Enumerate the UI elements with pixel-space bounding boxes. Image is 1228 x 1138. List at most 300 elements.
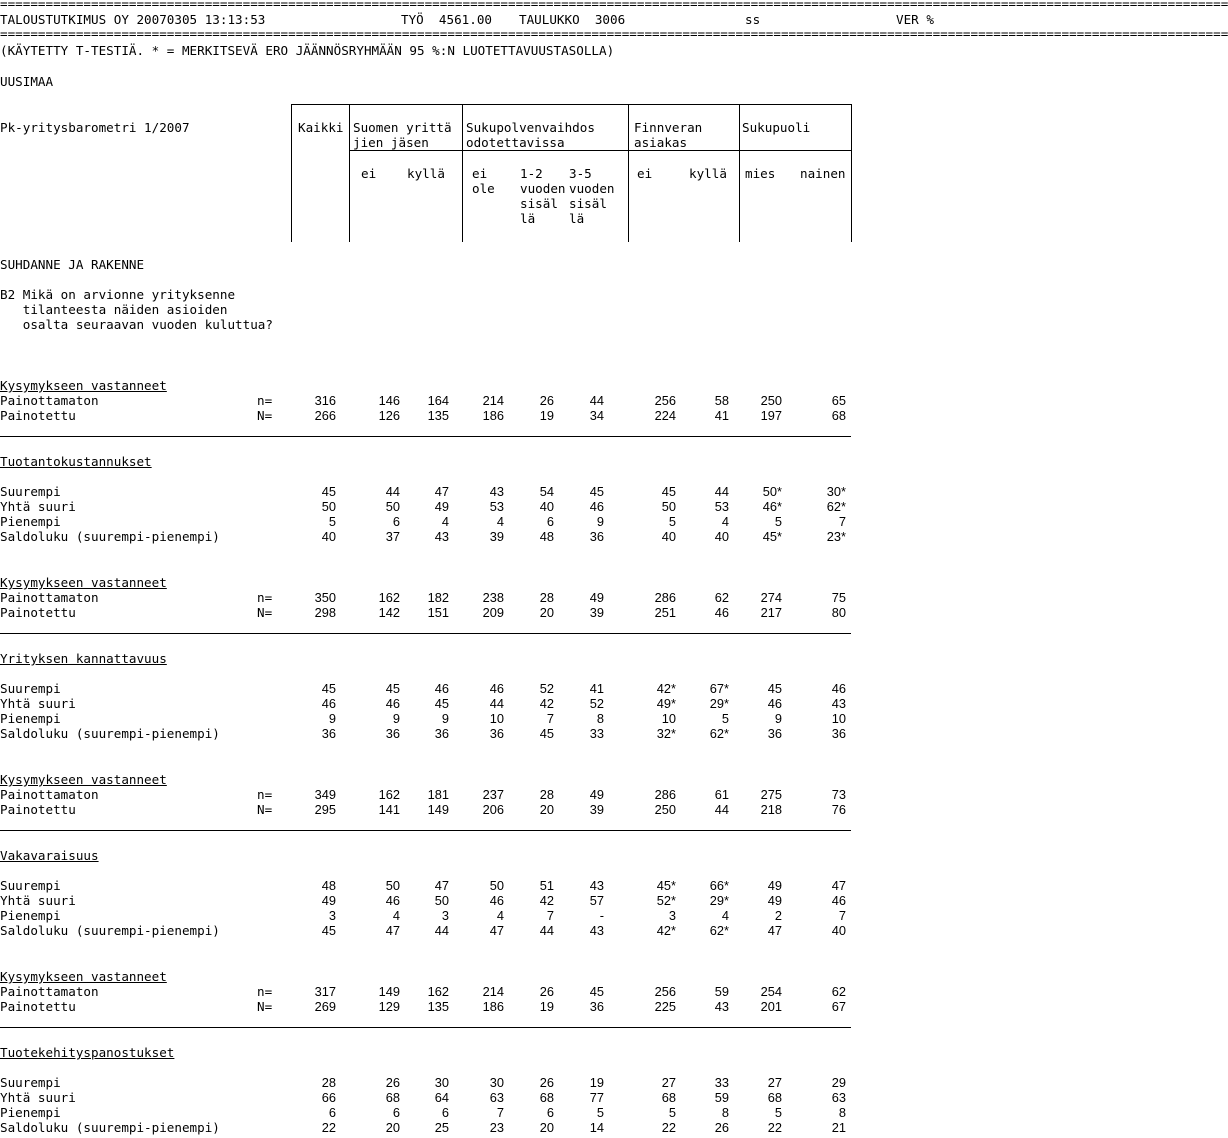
unweighted-count-cell: 49 [589,590,604,605]
weighted-count-cell: 20 [539,605,554,620]
value-cell: 6 [441,1105,449,1120]
unweighted-count-cell: 28 [539,787,554,802]
value-cell: 49 [767,878,782,893]
value-cell: 4 [392,908,400,923]
weighted-count-cell: 149 [427,802,449,817]
value-cell: 63 [831,1090,846,1105]
value-cell: 62* [826,499,846,514]
value-cell: 20 [539,1120,554,1135]
column-subheader: ei [637,166,653,181]
column-group-header: Suomen yrittä jien jäsen [353,120,452,150]
value-cell: 40 [539,499,554,514]
row-label: Suurempi [0,878,61,893]
value-cell: 5 [668,1105,676,1120]
value-cell: 36 [589,529,604,544]
weighted-count-cell: 225 [654,999,676,1014]
value-cell: 9 [328,711,336,726]
value-cell: 46 [489,681,504,696]
weighted-count-cell: 80 [831,605,846,620]
unweighted-count-cell: 28 [539,590,554,605]
column-group-header: Kaikki [298,120,344,135]
value-cell: 46 [385,696,400,711]
value-cell: 4 [721,908,729,923]
header-column-divider [739,104,740,242]
unweighted-count-cell: 59 [714,984,729,999]
unweighted-count-cell: 45 [589,984,604,999]
unweighted-count-cell: 75 [831,590,846,605]
value-cell: 28 [321,1075,336,1090]
value-cell: 45 [321,681,336,696]
value-cell: 10 [831,711,846,726]
value-cell: 45 [321,484,336,499]
header-group-border [349,150,851,151]
value-cell: 46* [762,499,782,514]
weighted-count-cell: 68 [831,408,846,423]
column-subheader: kyllä [689,166,727,181]
value-cell: 57 [589,893,604,908]
value-cell: 52 [589,696,604,711]
unweighted-count-cell: 149 [378,984,400,999]
weighted-count-cell: 206 [482,802,504,817]
value-cell: 46 [385,893,400,908]
section-title: SUHDANNE JA RAKENNE [0,257,145,272]
unweighted-count-cell: 274 [760,590,782,605]
value-cell: 45 [767,681,782,696]
value-cell: 50* [762,484,782,499]
value-cell: 5 [668,514,676,529]
value-cell: 53 [489,499,504,514]
row-label: Saldoluku (suurempi-pienempi) [0,923,220,938]
weighted-symbol: N= [257,605,273,620]
row-label: Suurempi [0,681,61,696]
answered-heading: Kysymykseen vastanneet [0,378,167,393]
value-cell: 20 [385,1120,400,1135]
weighted-count-cell: 20 [539,802,554,817]
value-cell: 9 [596,514,604,529]
column-subheader: 1-2 vuoden sisäl lä [520,166,566,226]
column-subheader: ei ole [472,166,495,196]
weighted-label: Painotettu [0,408,76,423]
unweighted-count-cell: 164 [427,393,449,408]
weighted-count-cell: 76 [831,802,846,817]
value-cell: 41 [589,681,604,696]
unweighted-label: Painottamaton [0,393,99,408]
value-cell: 43 [589,878,604,893]
value-cell: 7 [496,1105,504,1120]
value-cell: 7 [838,514,846,529]
value-cell: 33 [714,1075,729,1090]
weighted-count-cell: 224 [654,408,676,423]
value-cell: 36 [489,726,504,741]
topic-title: Vakavaraisuus [0,848,99,863]
value-cell: 46 [489,893,504,908]
value-cell: 77 [589,1090,604,1105]
answered-heading: Kysymykseen vastanneet [0,772,167,787]
unweighted-count-cell: 182 [427,590,449,605]
unweighted-count-cell: 256 [654,393,676,408]
unweighted-count-cell: 65 [831,393,846,408]
value-cell: 26 [714,1120,729,1135]
value-cell: 54 [539,484,554,499]
weighted-label: Painotettu [0,605,76,620]
value-cell: 37 [385,529,400,544]
block-separator-line [0,436,851,437]
value-cell: - [599,908,604,923]
value-cell: 66 [321,1090,336,1105]
unweighted-count-cell: 286 [654,590,676,605]
value-cell: 9 [392,711,400,726]
unweighted-symbol: n= [257,393,273,408]
column-subheader: ei [361,166,377,181]
weighted-count-cell: 41 [714,408,729,423]
value-cell: 6 [546,1105,554,1120]
weighted-count-cell: 209 [482,605,504,620]
header-column-divider [851,104,852,242]
value-cell: 68 [661,1090,676,1105]
value-cell: 2 [774,908,782,923]
row-label: Saldoluku (suurempi-pienempi) [0,726,220,741]
value-cell: 43 [831,696,846,711]
header-column-divider [291,104,292,242]
value-cell: 44 [539,923,554,938]
value-cell: 6 [546,514,554,529]
unweighted-count-cell: 62 [831,984,846,999]
weighted-count-cell: 129 [378,999,400,1014]
value-cell: 45 [661,484,676,499]
value-cell: 30* [826,484,846,499]
value-cell: 47 [831,878,846,893]
weighted-count-cell: 34 [589,408,604,423]
unweighted-count-cell: 73 [831,787,846,802]
unweighted-count-cell: 317 [314,984,336,999]
value-cell: 46 [767,696,782,711]
column-group-header: Finnveran asiakas [634,120,703,150]
value-cell: 63 [489,1090,504,1105]
value-cell: 43 [489,484,504,499]
value-cell: 6 [392,1105,400,1120]
weighted-count-cell: 44 [714,802,729,817]
value-cell: 50 [321,499,336,514]
header-company-timestamp: TALOUSTUTKIMUS OY 20070305 13:13:53 [0,12,266,27]
value-cell: 50 [661,499,676,514]
topic-title: Tuotantokustannukset [0,454,152,469]
value-cell: 47 [489,923,504,938]
value-cell: 42* [656,681,676,696]
value-cell: 62* [709,726,729,741]
unweighted-count-cell: 237 [482,787,504,802]
value-cell: 46 [434,681,449,696]
unweighted-count-cell: 162 [378,787,400,802]
value-cell: 53 [714,499,729,514]
value-cell: 22 [321,1120,336,1135]
weighted-count-cell: 197 [760,408,782,423]
value-cell: 66* [709,878,729,893]
value-cell: 8 [721,1105,729,1120]
value-cell: 7 [838,908,846,923]
weighted-count-cell: 126 [378,408,400,423]
value-cell: 22 [661,1120,676,1135]
value-cell: 27 [767,1075,782,1090]
topic-title: Tuotekehityspanostukset [0,1045,175,1060]
value-cell: 45 [434,696,449,711]
value-cell: 29 [831,1075,846,1090]
answered-heading: Kysymykseen vastanneet [0,969,167,984]
value-cell: 5 [774,514,782,529]
value-cell: 52* [656,893,676,908]
value-cell: 9 [774,711,782,726]
topic-title: Yrityksen kannattavuus [0,651,167,666]
value-cell: 5 [328,514,336,529]
unweighted-count-cell: 44 [589,393,604,408]
header-separator-top: ================================================================================================================================================================== [0,0,1228,11]
value-cell: 46 [831,681,846,696]
block-separator-line [0,1027,851,1028]
unweighted-label: Painottamaton [0,984,99,999]
weighted-count-cell: 39 [589,802,604,817]
weighted-count-cell: 250 [654,802,676,817]
answered-heading: Kysymykseen vastanneet [0,575,167,590]
row-label: Yhtä suuri [0,696,76,711]
weighted-count-cell: 135 [427,999,449,1014]
row-label: Yhtä suuri [0,1090,76,1105]
weighted-symbol: N= [257,802,273,817]
block-separator-line [0,830,851,831]
row-label: Suurempi [0,484,61,499]
value-cell: 36 [321,726,336,741]
row-label: Pienempi [0,514,61,529]
unweighted-count-cell: 49 [589,787,604,802]
value-cell: 7 [546,711,554,726]
weighted-symbol: N= [257,999,273,1014]
value-cell: 42 [539,893,554,908]
unweighted-label: Painottamaton [0,590,99,605]
weighted-count-cell: 142 [378,605,400,620]
unweighted-symbol: n= [257,590,273,605]
value-cell: 44 [434,923,449,938]
unweighted-label: Painottamaton [0,787,99,802]
value-cell: 50 [385,878,400,893]
value-cell: 44 [714,484,729,499]
value-cell: 42 [539,696,554,711]
column-group-header: Sukupolvenvaihdos odotettavissa [466,120,595,150]
value-cell: 3 [441,908,449,923]
weighted-count-cell: 295 [314,802,336,817]
question-text: B2 Mikä on arvionne yrityksenne tilanteesta näiden asioiden osalta seuraavan vuoden kuluttua? [0,287,273,332]
column-subheader: nainen [800,166,846,181]
header-top-border [291,104,852,105]
value-cell: 14 [589,1120,604,1135]
value-cell: 46 [831,893,846,908]
unweighted-count-cell: 275 [760,787,782,802]
value-cell: 10 [661,711,676,726]
value-cell: 36 [434,726,449,741]
unweighted-count-cell: 349 [314,787,336,802]
header-ver: VER % [896,12,934,27]
value-cell: 68 [539,1090,554,1105]
value-cell: 7 [546,908,554,923]
value-cell: 26 [385,1075,400,1090]
value-cell: 40 [714,529,729,544]
value-cell: 48 [539,529,554,544]
weighted-count-cell: 251 [654,605,676,620]
value-cell: 32* [656,726,676,741]
weighted-count-cell: 19 [539,408,554,423]
value-cell: 36 [385,726,400,741]
value-cell: 9 [441,711,449,726]
header-column-divider [628,104,629,242]
value-cell: 49 [321,893,336,908]
value-cell: 22 [767,1120,782,1135]
survey-title: Pk-yritysbarometri 1/2007 [0,120,190,135]
value-cell: 52 [539,681,554,696]
value-cell: 47 [434,484,449,499]
value-cell: 19 [589,1075,604,1090]
value-cell: 45 [589,484,604,499]
block-separator-line [0,633,851,634]
value-cell: 59 [714,1090,729,1105]
header-job: TYÖ 4561.00 [401,12,492,27]
value-cell: 49 [767,893,782,908]
value-cell: 47 [385,923,400,938]
value-cell: 23* [826,529,846,544]
header-table-number: TAULUKKO 3006 [519,12,626,27]
weighted-symbol: N= [257,408,273,423]
unweighted-symbol: n= [257,984,273,999]
weighted-count-cell: 266 [314,408,336,423]
column-subheader: mies [745,166,776,181]
value-cell: 46 [589,499,604,514]
value-cell: 40 [321,529,336,544]
header-column-divider [462,104,463,242]
value-cell: 68 [385,1090,400,1105]
column-group-header: Sukupuoli [742,120,811,135]
row-label: Yhtä suuri [0,499,76,514]
weighted-count-cell: 186 [482,999,504,1014]
weighted-count-cell: 39 [589,605,604,620]
weighted-count-cell: 218 [760,802,782,817]
value-cell: 4 [496,514,504,529]
value-cell: 47 [434,878,449,893]
column-subheader: 3-5 vuoden sisäl lä [569,166,615,226]
row-label: Saldoluku (suurempi-pienempi) [0,529,220,544]
header-separator-bottom: ================================================================================================================================================================== [0,26,1228,41]
column-subheader: kyllä [407,166,445,181]
row-label: Suurempi [0,1075,61,1090]
value-cell: 36 [767,726,782,741]
value-cell: 46 [321,696,336,711]
header-ss: ss [745,12,761,27]
row-label: Yhtä suuri [0,893,76,908]
value-cell: 5 [721,711,729,726]
value-cell: 8 [838,1105,846,1120]
header-column-divider [349,104,350,242]
weighted-label: Painotettu [0,802,76,817]
unweighted-count-cell: 214 [482,393,504,408]
value-cell: 45* [656,878,676,893]
weighted-count-cell: 19 [539,999,554,1014]
weighted-count-cell: 46 [714,605,729,620]
value-cell: 62* [709,923,729,938]
weighted-count-cell: 298 [314,605,336,620]
value-cell: 43 [434,529,449,544]
value-cell: 30 [489,1075,504,1090]
unweighted-count-cell: 256 [654,984,676,999]
unweighted-count-cell: 162 [427,984,449,999]
row-label: Pienempi [0,711,61,726]
weighted-count-cell: 186 [482,408,504,423]
value-cell: 40 [661,529,676,544]
value-cell: 36 [831,726,846,741]
weighted-label: Painotettu [0,999,76,1014]
weighted-count-cell: 67 [831,999,846,1014]
unweighted-count-cell: 162 [378,590,400,605]
weighted-count-cell: 201 [760,999,782,1014]
weighted-count-cell: 141 [378,802,400,817]
unweighted-count-cell: 146 [378,393,400,408]
weighted-count-cell: 217 [760,605,782,620]
unweighted-count-cell: 26 [539,393,554,408]
value-cell: 51 [539,878,554,893]
unweighted-symbol: n= [257,787,273,802]
unweighted-count-cell: 350 [314,590,336,605]
value-cell: 4 [441,514,449,529]
unweighted-count-cell: 316 [314,393,336,408]
row-label: Pienempi [0,908,61,923]
unweighted-count-cell: 58 [714,393,729,408]
value-cell: 50 [385,499,400,514]
unweighted-count-cell: 61 [714,787,729,802]
value-cell: 23 [489,1120,504,1135]
unweighted-count-cell: 250 [760,393,782,408]
row-label: Pienempi [0,1105,61,1120]
value-cell: 68 [767,1090,782,1105]
value-cell: 21 [831,1120,846,1135]
value-cell: 29* [709,893,729,908]
value-cell: 10 [489,711,504,726]
value-cell: 27 [661,1075,676,1090]
value-cell: 3 [668,908,676,923]
value-cell: 64 [434,1090,449,1105]
value-cell: 39 [489,529,504,544]
value-cell: 42* [656,923,676,938]
value-cell: 6 [392,514,400,529]
value-cell: 43 [589,923,604,938]
value-cell: 45 [385,681,400,696]
value-cell: 5 [596,1105,604,1120]
t-test-note: (KÄYTETTY T-TESTIÄ. * = MERKITSEVÄ ERO JÄÄNNÖSRYHMÄÄN 95 %:N LUOTETTAVUUSTASOLLA) [0,43,615,58]
row-label: Saldoluku (suurempi-pienempi) [0,1120,220,1135]
region-title: UUSIMAA [0,74,54,89]
unweighted-count-cell: 181 [427,787,449,802]
value-cell: 40 [831,923,846,938]
weighted-count-cell: 269 [314,999,336,1014]
weighted-count-cell: 151 [427,605,449,620]
unweighted-count-cell: 62 [714,590,729,605]
value-cell: 49* [656,696,676,711]
value-cell: 45* [762,529,782,544]
value-cell: 50 [489,878,504,893]
value-cell: 33 [589,726,604,741]
value-cell: 25 [434,1120,449,1135]
value-cell: 8 [596,711,604,726]
unweighted-count-cell: 238 [482,590,504,605]
value-cell: 48 [321,878,336,893]
value-cell: 44 [385,484,400,499]
value-cell: 30 [434,1075,449,1090]
value-cell: 4 [721,514,729,529]
unweighted-count-cell: 26 [539,984,554,999]
value-cell: 45 [321,923,336,938]
